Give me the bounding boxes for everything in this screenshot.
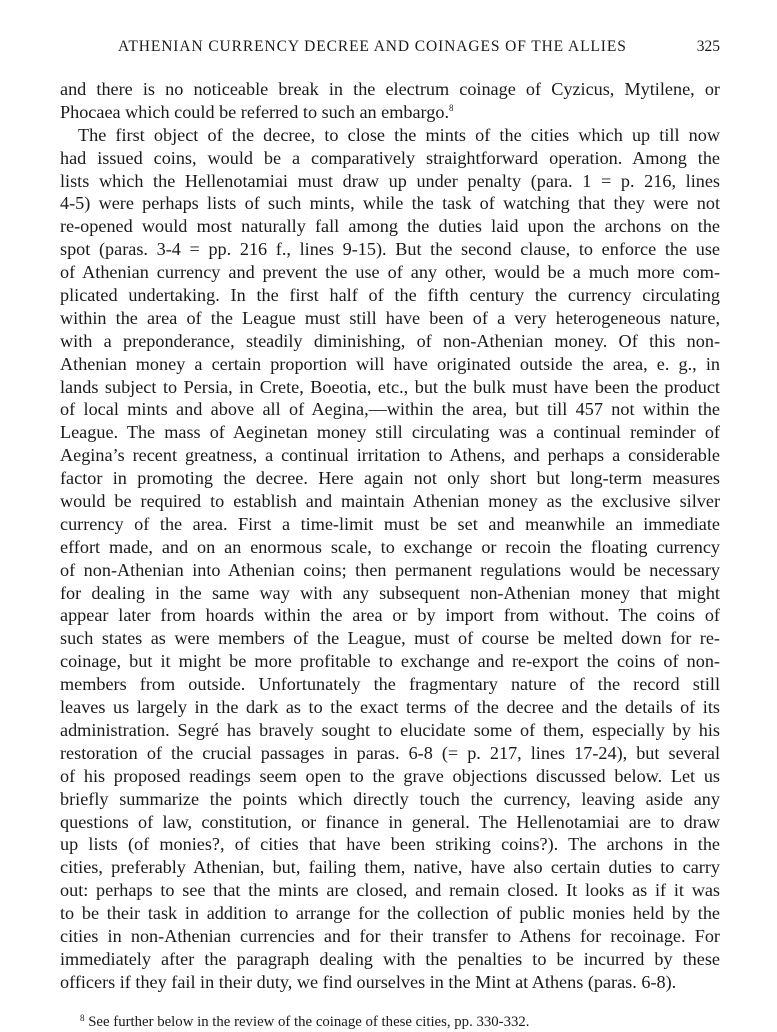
text-line bbox=[60, 719, 720, 742]
text-line bbox=[60, 330, 720, 353]
text-line-content: effort made, and on an enormous scale, to exchange or recoin the floating currency bbox=[60, 536, 720, 557]
text-line-content: of local mints and above all of Aegina,—within the area, but till 457 not within the bbox=[60, 399, 720, 420]
text-line bbox=[60, 925, 720, 948]
text-line bbox=[60, 696, 720, 719]
text-line bbox=[60, 582, 720, 605]
text-line-content: members from outside. Unfortunately the fragmentary nature of the record still bbox=[60, 674, 720, 695]
text-line-content: appear later from hoards within the area or by import from without. The coins of bbox=[60, 605, 720, 626]
text-line-content: questions of law, constitution, or finance in general. The Hellenotamiai are to draw bbox=[60, 811, 720, 832]
text-line bbox=[60, 444, 720, 467]
text-line bbox=[60, 902, 720, 925]
text-line-content: up lists (of monies?, of cities that have been striking coins?). The archons in the bbox=[60, 834, 720, 855]
text-line-content: leaves us largely in the dark as to the exact terms of the decree and the details of its bbox=[60, 697, 720, 718]
running-head bbox=[60, 38, 720, 68]
text-line-content: of his proposed readings seem open to the grave objections discussed below. Let us bbox=[60, 765, 720, 786]
text-line bbox=[60, 170, 720, 193]
running-title: ATHENIAN CURRENCY DECREE AND COINAGES OF THE ALLIES bbox=[118, 38, 627, 55]
body-text bbox=[60, 78, 720, 994]
text-line-content: Phocaea which could be referred to such an embargo. bbox=[60, 101, 450, 122]
text-line-content: 4-5) were perhaps lists of such mints, while the task of watching that they were not bbox=[60, 193, 720, 214]
text-line bbox=[60, 261, 720, 284]
text-line-content: plicated undertaking. In the first half of the fifth century the currency circulating bbox=[60, 285, 720, 306]
text-line bbox=[60, 856, 720, 879]
text-line-content: lands subject to Persia, in Crete, Boeotia, etc., but the bulk must have been the product bbox=[60, 376, 720, 397]
text-line bbox=[60, 673, 720, 696]
text-line bbox=[60, 559, 720, 582]
text-line-content: Aegina’s recent greatness, a continual irritation to Athens, and perhaps a considerable bbox=[60, 445, 720, 466]
text-line bbox=[60, 879, 720, 902]
text-line bbox=[60, 398, 720, 421]
text-line-content: had issued coins, would be a comparatively straightforward operation. Among the bbox=[60, 147, 720, 168]
footnote-reference: 8 bbox=[449, 102, 454, 113]
text-line-content: coinage, but it might be more profitable to exchange and re-export the coins of non- bbox=[60, 651, 720, 672]
text-line-content: cities in non-Athenian currencies and for their transfer to Athens for recoinage. For bbox=[60, 925, 720, 946]
text-line-content: briefly summarize the points which directly touch the currency, leaving aside any bbox=[60, 788, 720, 809]
text-line bbox=[60, 971, 720, 994]
text-line-content: and there is no noticeable break in the electrum coinage of Cyzicus, Mytilene, or bbox=[60, 79, 720, 99]
text-line-content: Athenian money a certain proportion will have originated outside the area, e. g., in bbox=[60, 353, 720, 374]
text-line bbox=[60, 147, 720, 170]
page-number: 325 bbox=[696, 38, 720, 55]
text-line bbox=[60, 627, 720, 650]
text-line-content: lists which the Hellenotamiai must draw up under penalty (para. 1 = p. 216, lines bbox=[60, 170, 720, 191]
text-line bbox=[60, 650, 720, 673]
page bbox=[60, 38, 720, 1030]
text-line-content: re-opened would most naturally fall among the duties laid upon the archons on the bbox=[60, 216, 720, 237]
text-line-content: to be their task in addition to arrange for the collection of public monies held by the bbox=[60, 903, 720, 924]
text-line bbox=[60, 536, 720, 559]
text-line-content: League. The mass of Aeginetan money still circulating was a continual reminder of bbox=[60, 422, 720, 443]
text-line bbox=[60, 101, 720, 124]
text-line bbox=[60, 742, 720, 765]
text-line bbox=[60, 215, 720, 238]
text-line bbox=[60, 604, 720, 627]
text-line bbox=[60, 376, 720, 399]
text-line-content: currency of the area. First a time-limit must be set and meanwhile an immediate bbox=[60, 513, 720, 534]
footnote bbox=[80, 1012, 720, 1032]
text-line bbox=[60, 788, 720, 811]
text-line-content: for dealing in the same way with any subsequent non-Athenian money that might bbox=[60, 582, 720, 603]
text-line-content: such states as were members of the League, must of course be melted down for re- bbox=[60, 628, 720, 649]
paragraph-2 bbox=[60, 124, 720, 994]
text-line-content: The first object of the decree, to close the mints of the cities which up till now bbox=[78, 124, 720, 145]
text-line bbox=[60, 811, 720, 834]
text-line bbox=[60, 490, 720, 513]
text-line-content: immediately after the paragraph dealing with the penalties to be incurred by these bbox=[60, 948, 720, 969]
text-line bbox=[60, 833, 720, 856]
paragraph-1 bbox=[60, 78, 720, 124]
text-line bbox=[60, 421, 720, 444]
text-line-content: administration. Segré has bravely sought to elucidate some of them, especially by his bbox=[60, 719, 720, 740]
text-line-content: restoration of the crucial passages in paras. 6-8 (= p. 217, lines 17-24), but several bbox=[60, 742, 720, 763]
text-line-content: of non-Athenian into Athenian coins; then permanent regulations would be necessary bbox=[60, 559, 720, 580]
text-line bbox=[60, 78, 720, 101]
text-line-content: within the area of the League must still have been of a very heterogeneous nature, bbox=[60, 307, 720, 328]
text-line bbox=[60, 124, 720, 147]
footnote-marker: 8 bbox=[80, 1012, 85, 1023]
text-line-content: factor in promoting the decree. Here again not only short but long-term measures bbox=[60, 468, 720, 489]
text-line bbox=[60, 307, 720, 330]
text-line-content: of Athenian currency and prevent the use of any other, would be a much more com- bbox=[60, 262, 720, 283]
text-line bbox=[60, 284, 720, 307]
text-line bbox=[60, 513, 720, 536]
text-line-content: spot (paras. 3-4 = pp. 216 f., lines 9-15). But the second clause, to enforce the use bbox=[60, 239, 720, 260]
text-line bbox=[60, 353, 720, 376]
text-line bbox=[60, 192, 720, 215]
text-line bbox=[60, 765, 720, 788]
text-line bbox=[60, 467, 720, 490]
text-line-content: would be required to establish and maintain Athenian money as the exclusive silver bbox=[60, 491, 720, 512]
text-line-content: officers if they fail in their duty, we find ourselves in the Mint at Athens (paras. 6-8). bbox=[60, 971, 677, 992]
text-line-content: out: perhaps to see that the mints are closed, and remain closed. It looks as if it was bbox=[60, 880, 720, 901]
text-line-content: with a preponderance, steadily diminishing, of non-Athenian money. Of this non- bbox=[60, 330, 720, 351]
text-line bbox=[60, 948, 720, 971]
text-line bbox=[60, 238, 720, 261]
footnote-text: See further below in the review of the coinage of these cities, pp. 330-332. bbox=[84, 1013, 530, 1030]
text-line-content: cities, preferably Athenian, but, failing them, native, have also certain duties to carry bbox=[60, 857, 720, 878]
